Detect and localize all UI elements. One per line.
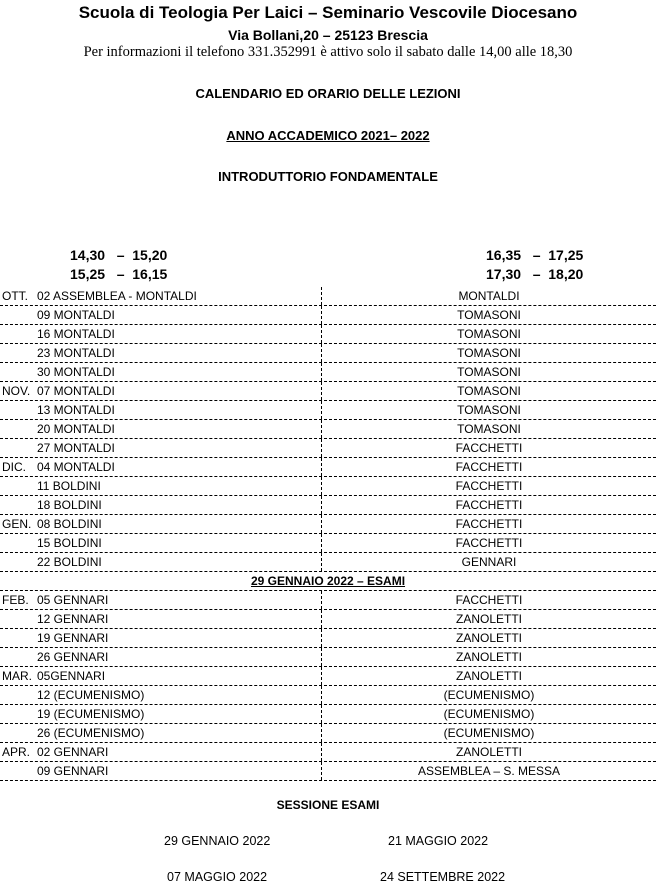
month-label: MAR. <box>2 669 32 683</box>
second-session-cell: GENNARI <box>461 555 517 569</box>
first-session-cell: 20 MONTALDI <box>37 422 115 436</box>
table-row <box>0 705 656 724</box>
second-session-cell: ZANOLETTI <box>455 612 522 626</box>
first-session-cell: 15 BOLDINI <box>37 536 102 550</box>
month-label: FEB. <box>2 593 29 607</box>
second-session-cell: TOMASONI <box>457 365 521 379</box>
table-row <box>0 572 656 591</box>
second-session-cell: (ECUMENISMO) <box>443 707 535 721</box>
first-session-cell: 26 (ECUMENISMO) <box>37 726 145 740</box>
first-session-cell: 18 BOLDINI <box>37 498 102 512</box>
school-title: Scuola di Teologia Per Laici – Seminario Vescovile Diocesano <box>78 3 578 22</box>
month-label: GEN. <box>2 517 32 531</box>
month-label: NOV. <box>2 384 31 398</box>
table-row <box>0 401 656 420</box>
first-session-cell: 02 ASSEMBLEA - MONTALDI <box>37 289 197 303</box>
second-session-cell: ZANOLETTI <box>455 631 522 645</box>
table-row <box>0 591 656 610</box>
second-session-cell: ZANOLETTI <box>455 650 522 664</box>
second-session-cell: FACCHETTI <box>455 536 523 550</box>
second-session-cell: FACCHETTI <box>455 460 523 474</box>
first-session-cell: 23 MONTALDI <box>37 346 115 360</box>
academic-year: ANNO ACCADEMICO 2021– 2022 <box>226 128 430 143</box>
table-row <box>0 762 656 781</box>
first-session-cell: 05GENNARI <box>37 669 106 683</box>
table-row <box>0 325 656 344</box>
second-session-cell: TOMASONI <box>457 403 521 417</box>
second-session-cell: FACCHETTI <box>455 441 523 455</box>
month-label: OTT. <box>2 289 28 303</box>
second-session-cell: TOMASONI <box>457 346 521 360</box>
time-left-2: 15,25 – 16,15 <box>70 266 168 282</box>
table-row <box>0 686 656 705</box>
second-session-cell: ASSEMBLEA – S. MESSA <box>417 764 561 778</box>
first-session-cell: 26 GENNARI <box>37 650 109 664</box>
exam-session-title: SESSIONE ESAMI <box>276 798 380 812</box>
first-session-cell: 05 GENNARI <box>37 593 109 607</box>
first-session-cell: 09 GENNARI <box>37 764 109 778</box>
second-session-cell: FACCHETTI <box>455 593 523 607</box>
second-session-cell: TOMASONI <box>457 384 521 398</box>
second-session-cell: (ECUMENISMO) <box>443 726 535 740</box>
first-session-cell: 12 GENNARI <box>37 612 109 626</box>
table-row <box>0 458 656 477</box>
time-left-1: 14,30 – 15,20 <box>70 247 168 263</box>
exam-date: 21 MAGGIO 2022 <box>388 834 489 848</box>
time-right-2: 17,30 – 18,20 <box>486 266 584 282</box>
table-row <box>0 477 656 496</box>
table-row <box>0 724 656 743</box>
school-address: Via Bollani,20 – 25123 Brescia <box>228 27 428 43</box>
table-row <box>0 382 656 401</box>
first-session-cell: 07 MONTALDI <box>37 384 115 398</box>
table-row <box>0 553 656 572</box>
calendar-title: CALENDARIO ED ORARIO DELLE LEZIONI <box>195 86 461 101</box>
table-row <box>0 496 656 515</box>
first-session-cell: 16 MONTALDI <box>37 327 115 341</box>
table-row <box>0 439 656 458</box>
exam-date: 29 GENNAIO 2022 <box>164 834 271 848</box>
second-session-cell: MONTALDI <box>458 289 520 303</box>
first-session-cell: 13 MONTALDI <box>37 403 115 417</box>
time-right-1: 16,35 – 17,25 <box>486 247 584 263</box>
table-row <box>0 648 656 667</box>
second-session-cell: ZANOLETTI <box>455 669 522 683</box>
first-session-cell: 19 GENNARI <box>37 631 109 645</box>
second-session-cell: TOMASONI <box>457 422 521 436</box>
table-row <box>0 743 656 762</box>
first-session-cell: 27 MONTALDI <box>37 441 115 455</box>
exam-date: 24 SETTEMBRE 2022 <box>380 870 506 884</box>
table-row <box>0 629 656 648</box>
table-row <box>0 287 656 306</box>
second-session-cell: TOMASONI <box>457 308 521 322</box>
first-session-cell: 08 BOLDINI <box>37 517 102 531</box>
first-session-cell: 12 (ECUMENISMO) <box>37 688 145 702</box>
first-session-cell: 09 MONTALDI <box>37 308 115 322</box>
first-session-cell: 04 MONTALDI <box>37 460 115 474</box>
second-session-cell: ZANOLETTI <box>455 745 522 759</box>
second-session-cell: FACCHETTI <box>455 517 523 531</box>
second-session-cell: FACCHETTI <box>455 498 523 512</box>
second-session-cell: FACCHETTI <box>455 479 523 493</box>
first-session-cell: 02 GENNARI <box>37 745 109 759</box>
first-session-cell: 22 BOLDINI <box>37 555 102 569</box>
table-row <box>0 420 656 439</box>
first-session-cell: 11 BOLDINI <box>37 479 101 493</box>
table-row <box>0 344 656 363</box>
second-session-cell: (ECUMENISMO) <box>443 688 535 702</box>
table-row <box>0 363 656 382</box>
course-name: INTRODUTTORIO FONDAMENTALE <box>218 169 438 184</box>
first-session-cell: 30 MONTALDI <box>37 365 115 379</box>
first-session-cell: 19 (ECUMENISMO) <box>37 707 145 721</box>
exam-date: 07 MAGGIO 2022 <box>167 870 268 884</box>
table-row <box>0 515 656 534</box>
second-session-cell: TOMASONI <box>457 327 521 341</box>
table-row <box>0 610 656 629</box>
exam-row-label: 29 GENNAIO 2022 – ESAMI <box>250 574 406 588</box>
schedule-table <box>0 287 656 781</box>
table-row <box>0 306 656 325</box>
month-label: DIC. <box>2 460 26 474</box>
table-row <box>0 534 656 553</box>
table-row <box>0 667 656 686</box>
info-line: Per informazioni il telefono 331.352991 è attivo solo il sabato dalle 14,00 alle 18,30 <box>83 44 573 60</box>
month-label: APR. <box>2 745 31 759</box>
